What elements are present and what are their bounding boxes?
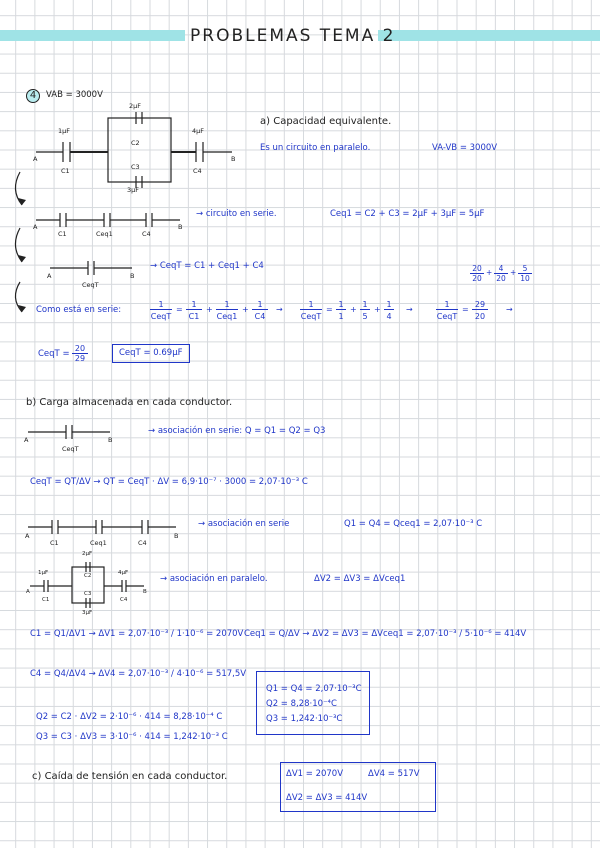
series-note: → circuito en serie. [196, 209, 277, 219]
ceqt-result-fraction: 20 29 [72, 344, 88, 363]
pb2-c4: C4 [138, 539, 147, 547]
frac-den-2: 20 [496, 274, 506, 283]
sc-c4v: 4μF [118, 570, 129, 576]
sc-c2: C2 [84, 573, 92, 579]
c3-node-a: A [47, 272, 52, 280]
series-formula-label: Como está en serie: [36, 305, 122, 315]
parallel-assoc: → asociación en paralelo. [160, 574, 268, 584]
c4-calc: C4 = Q4/ΔV4 → ΔV4 = 2,07·10⁻³ / 4·10⁻⁶ = 517,5V [30, 669, 247, 679]
page-title: PROBLEMAS TEMA 2 [190, 26, 396, 46]
vab-label: VAB = 3000V [46, 90, 103, 100]
c1-label: C1 [61, 167, 70, 175]
frac-num-3: 5 [518, 264, 532, 274]
c4-label: C4 [193, 167, 202, 175]
series-assoc-2: → asociación en serie [198, 519, 290, 529]
summary-q1-q4: Q1 = Q4 = 2,07·10⁻³C [266, 684, 362, 694]
summary-q2: Q2 = 8,28·10⁻⁴C [266, 699, 337, 709]
sc-c3: C3 [84, 591, 92, 597]
c2-c4: C4 [142, 230, 151, 238]
q2-calc: Q2 = C2 · ΔV2 = 2·10⁻⁶ · 414 = 8,28·10⁻⁴ C [36, 712, 223, 722]
ceqt-result-lhs: CeqT = [38, 349, 70, 359]
problem-number: 4 [26, 89, 40, 103]
frac-den-3: 10 [520, 274, 530, 283]
dv4-value: ΔV4 = 517V [368, 769, 420, 779]
c2-label: C2 [131, 139, 140, 147]
c2-value: 2μF [129, 102, 142, 110]
sc-b: B [143, 589, 147, 595]
pb2-node-a: A [25, 532, 30, 540]
ceqt-sum: → CeqT = C1 + Ceq1 + C4 [150, 261, 264, 271]
pb-ceqt: CeqT [62, 445, 79, 453]
frac-den-1: 20 [472, 274, 482, 283]
part-a-heading: a) Capacidad equivalente. [260, 116, 392, 127]
c2-ceq1: Ceq1 [96, 230, 113, 238]
pb2-c1: C1 [50, 539, 59, 547]
c3-label: C3 [131, 163, 140, 171]
part-b-heading: b) Carga almacenada en cada conductor. [26, 397, 233, 408]
part-c-heading: c) Caída de tensión en cada conductor. [32, 771, 228, 782]
pb-node-b: B [108, 436, 113, 444]
sc-c1v: 1μF [38, 570, 49, 576]
c3-node-b: B [130, 272, 135, 280]
ceq1-equation: Ceq1 = C2 + C3 = 2μF + 3μF = 5μF [330, 209, 485, 219]
series-assoc: → asociación en serie: Q = Q1 = Q2 = Q3 [148, 426, 326, 436]
pb-node-a: A [24, 436, 29, 444]
frac-num-1: 20 [470, 264, 484, 274]
sc-c1: C1 [42, 597, 50, 603]
c1-calc: C1 = Q1/ΔV1 → ΔV1 = 2,07·10⁻³ / 1·10⁻⁶ = 2070V [30, 629, 244, 639]
voltage-value: VA-VB = 3000V [432, 143, 498, 153]
summary-q3: Q3 = 1,242·10⁻³C [266, 714, 343, 724]
parallel-note: Es un circuito en paralelo. [260, 143, 371, 153]
ceqt-result-box: CeqT = 0.69μF [112, 344, 190, 363]
node-b-label: B [231, 155, 236, 163]
c4-value: 4μF [192, 127, 205, 135]
q-equality: Q1 = Q4 = Qceq1 = 2,07·10⁻³ C [344, 519, 483, 529]
q3-calc: Q3 = C3 · ΔV3 = 3·10⁻⁶ · 414 = 1,242·10⁻³ C [36, 732, 228, 742]
pb2-node-b: B [174, 532, 179, 540]
dv1-value: ΔV1 = 2070V [286, 769, 344, 779]
ceq1-calc: Ceq1 = Q/ΔV → ΔV2 = ΔV3 = ΔVceq1 = 2,07·10⁻³ / 5·10⁻⁶ = 414V [244, 629, 527, 639]
c3-value: 3μF [127, 186, 140, 194]
node-a-label: A [33, 155, 38, 163]
frac-num-2: 4 [494, 264, 508, 274]
c2-node-a: A [33, 223, 38, 231]
dv-equality: ΔV2 = ΔV3 = ΔVceq1 [314, 574, 406, 584]
dv23-value: ΔV2 = ΔV3 = 414V [286, 793, 368, 803]
sc-a: A [26, 589, 30, 595]
sc-c4: C4 [120, 597, 128, 603]
charge-line: CeqT = QT/ΔV → QT = CeqT · ΔV = 6,9·10⁻⁷ · 3000 = 2,07·10⁻³ C [30, 477, 308, 487]
sc-c3v: 3μF [82, 610, 93, 616]
c3-ceqt: CeqT [82, 281, 99, 289]
pb2-ceq1: Ceq1 [90, 539, 107, 547]
c2-node-b: B [178, 223, 183, 231]
c1-value: 1μF [58, 127, 71, 135]
c2-c1: C1 [58, 230, 67, 238]
sc-c2v: 2μF [82, 551, 93, 557]
